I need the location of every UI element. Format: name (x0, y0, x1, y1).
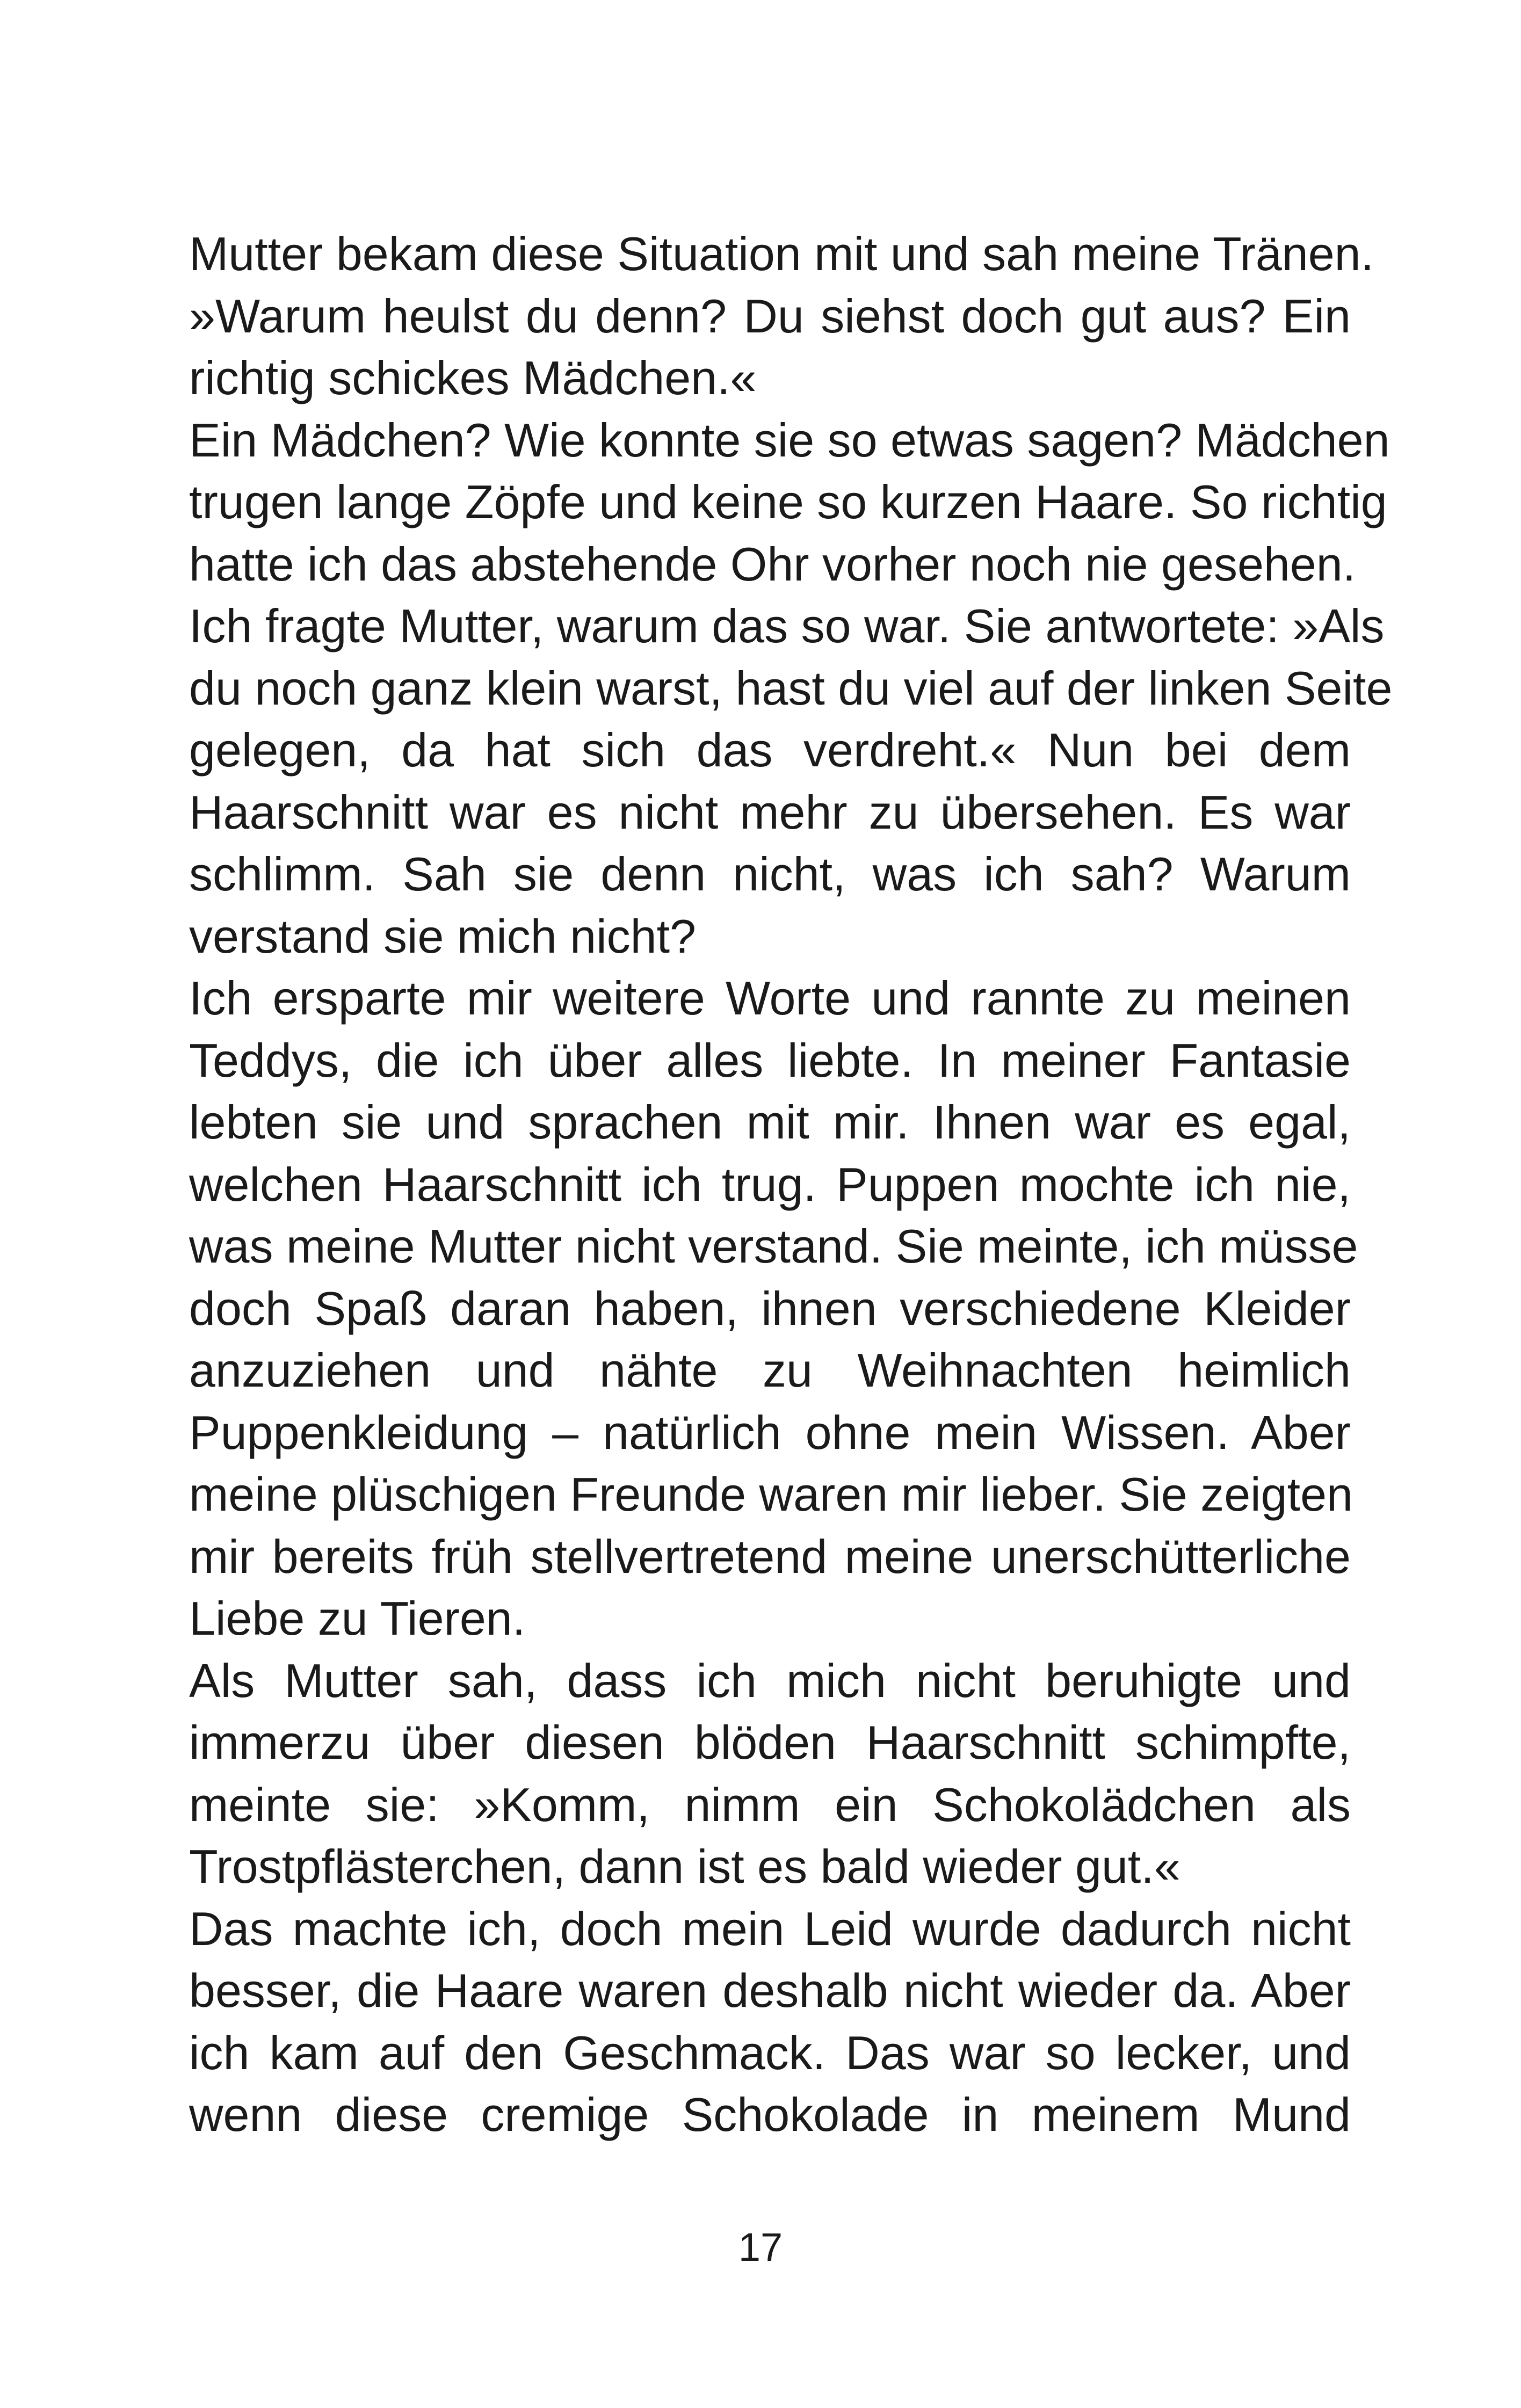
body-text (189, 223, 1393, 2146)
text-line: Liebe zu Tieren. (189, 1592, 526, 1645)
text-line: »Warum heulst du denn? Du siehst doch gut aus? Ein (189, 289, 1351, 343)
text-line: ich kam auf den Geschmack. Das war so lecker, und (189, 2026, 1351, 2079)
text-line: Mutter bekam diese Situation mit und sah meine Tränen. (189, 227, 1374, 280)
text-line: Trostpflästerchen, dann ist es bald wieder gut.« (189, 1840, 1180, 1893)
text-line: Ein Mädchen? Wie konnte sie so etwas sagen? Mädchen (189, 413, 1390, 467)
text-line: richtig schickes Mädchen.« (189, 351, 757, 404)
text-line: Haarschnitt war es nicht mehr zu übersehen. Es war (189, 785, 1351, 839)
page-number: 17 (738, 2225, 783, 2269)
text-line: du noch ganz klein warst, hast du viel auf der linken Seite (189, 661, 1393, 715)
text-line: welchen Haarschnitt ich trug. Puppen mochte ich nie, (189, 1157, 1351, 1211)
text-line: Ich ersparte mir weitere Worte und rannte zu meinen (189, 971, 1351, 1025)
text-line: mir bereits früh stellvertretend meine unerschütterliche (189, 1529, 1351, 1583)
text-line: besser, die Haare waren deshalb nicht wieder da. Aber (189, 1964, 1351, 2017)
text-line: lebten sie und sprachen mit mir. Ihnen war es egal, (189, 1096, 1351, 1149)
text-line: Puppenkleidung – natürlich ohne mein Wissen. Aber (189, 1405, 1351, 1459)
text-line: Als Mutter sah, dass ich mich nicht beruhigte und (189, 1653, 1351, 1707)
text-line: meinte sie: »Komm, nimm ein Schokolädchen als (189, 1778, 1351, 1831)
text-line: immerzu über diesen blöden Haarschnitt schimpfte, (189, 1716, 1351, 1769)
text-line: hatte ich das abstehende Ohr vorher noch nie gesehen. (189, 537, 1356, 591)
text-line: meine plüschigen Freunde waren mir lieber. Sie zeigten (189, 1468, 1353, 1521)
text-line: gelegen, da hat sich das verdreht.« Nun bei dem (189, 723, 1351, 777)
text-line: Teddys, die ich über alles liebte. In meiner Fantasie (189, 1033, 1351, 1087)
text-line: wenn diese cremige Schokolade in meinem Mund (189, 2088, 1351, 2141)
text-line: anzuziehen und nähte zu Weihnachten heimlich (189, 1344, 1351, 1397)
text-line: schlimm. Sah sie denn nicht, was ich sah? Warum (189, 847, 1351, 901)
text-line: Das machte ich, doch mein Leid wurde dadurch nicht (189, 1902, 1351, 1955)
text-line: trugen lange Zöpfe und keine so kurzen Haare. So richtig (189, 475, 1387, 528)
text-line: verstand sie mich nicht? (189, 909, 696, 963)
text-line: doch Spaß daran haben, ihnen verschiedene Kleider (189, 1281, 1351, 1335)
text-line: was meine Mutter nicht verstand. Sie meinte, ich müsse (189, 1220, 1358, 1273)
text-line: Ich fragte Mutter, warum das so war. Sie antwortete: »Als (189, 599, 1385, 652)
